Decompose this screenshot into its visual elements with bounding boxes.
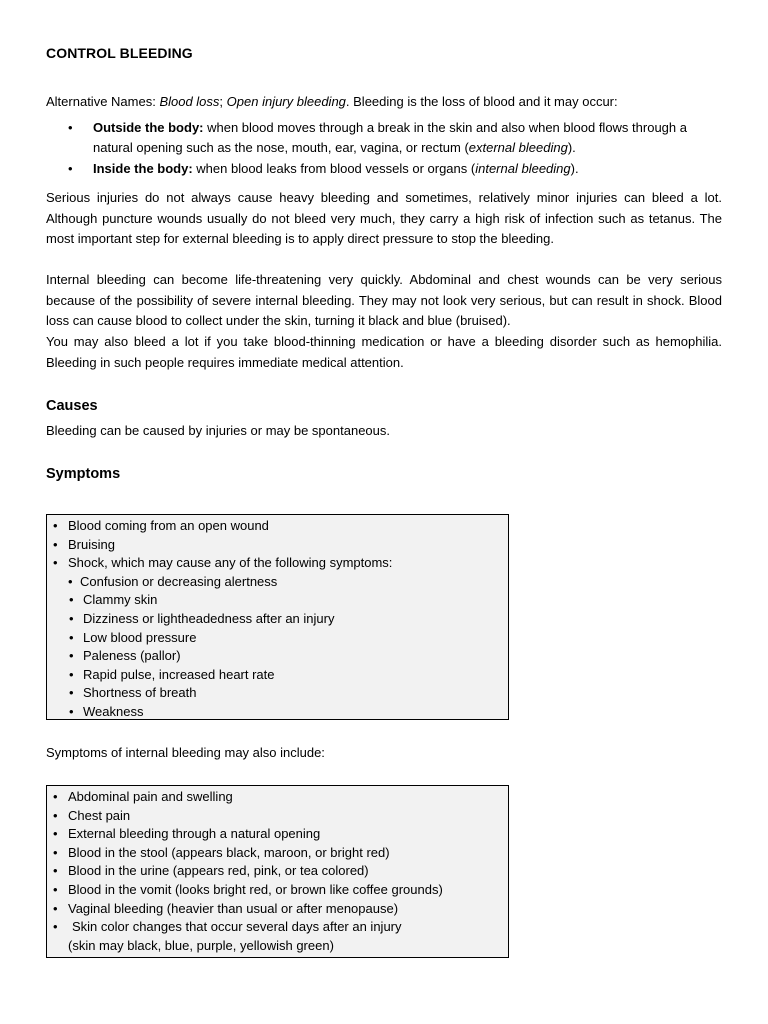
- list-item-continuation: [47, 937, 508, 956]
- list-item-text: (skin may black, blue, purple, yellowish green): [68, 937, 334, 953]
- bullet-icon: •: [53, 807, 58, 823]
- list-item-text: Chest pain: [68, 807, 131, 823]
- symptoms-box: [46, 514, 509, 720]
- bullet-icon: •: [53, 536, 58, 552]
- causes-text: Bleeding can be caused by injuries or may be spontaneous.: [46, 423, 390, 438]
- list-item: [47, 900, 508, 919]
- list-item: [47, 788, 508, 807]
- paragraph-internal-bleeding: Internal bleeding can become life-threatening very quickly. Abdominal and chest wounds can be very serious because of the possibility of severe internal bleeding. They may not look very serious, but can result in shock. Blood loss can cause blood to collect under the skin, turning it black and blue (bruised).: [46, 272, 722, 328]
- definition-inside: [46, 159, 722, 179]
- bullet-icon: •: [53, 555, 58, 571]
- bullet-icon: •: [53, 881, 58, 897]
- list-subitem: [47, 684, 508, 703]
- list-subitem: [47, 666, 508, 685]
- list-subitem: [47, 573, 508, 592]
- list-item: [47, 825, 508, 844]
- intro-line: [46, 92, 722, 112]
- list-item-text: Paleness (pallor): [83, 648, 181, 664]
- intro-separator: ;: [219, 94, 227, 109]
- list-item-text: Vaginal bleeding (heavier than usual or after menopause): [68, 900, 399, 916]
- list-item-text: Blood in the urine (appears red, pink, or tea colored): [68, 863, 369, 879]
- list-item: [47, 554, 508, 573]
- list-item: [47, 536, 508, 555]
- list-item-text: Blood coming from an open wound: [68, 518, 269, 533]
- list-item-text: Abdominal pain and swelling: [68, 789, 233, 804]
- list-item-text: Rapid pulse, increased heart rate: [83, 666, 275, 682]
- list-item: [47, 844, 508, 863]
- intro-prefix: Alternative Names:: [46, 94, 160, 109]
- definition-outside: [46, 118, 722, 158]
- definition-text: when blood moves through a break in the skin and also when blood flows through a natural opening such as the nose, mouth, ear, vagina, or rectum (: [93, 120, 687, 155]
- bullet-icon: •: [53, 789, 58, 804]
- alt-name-open-injury: Open injury bleeding: [226, 94, 346, 109]
- list-item-text: Blood in the stool (appears black, maroon, or bright red): [68, 844, 390, 860]
- bullet-icon: •: [69, 648, 74, 664]
- bullet-icon: •: [53, 826, 58, 842]
- list-item-text: Dizziness or lightheadedness after an injury: [83, 610, 335, 626]
- bullet-icon: •: [68, 120, 73, 135]
- bullet-icon: •: [69, 685, 74, 701]
- list-subitem: [47, 703, 508, 722]
- bullet-icon: •: [69, 703, 74, 719]
- bullet-icon: •: [68, 161, 73, 176]
- bullet-icon: •: [53, 863, 58, 879]
- definition-term: Inside the body:: [93, 161, 193, 176]
- internal-symptoms-list: [47, 788, 508, 955]
- bullet-icon: •: [69, 629, 74, 645]
- intro-suffix: . Bleeding is the loss of blood and it may occur:: [345, 94, 618, 109]
- definition-italic: external bleeding: [468, 140, 568, 155]
- paragraph-serious-injuries: Serious injuries do not always cause heavy bleeding and sometimes, relatively minor injuries can bleed a lot. Although puncture wounds usually do not bleed very much, they carry a high risk of infection such as tetanus. The most important step for external bleeding is to apply direct pressure to stop the bleeding.: [46, 190, 722, 246]
- list-subitem: [47, 629, 508, 648]
- definition-text: when blood leaks from blood vessels or organs (: [192, 161, 476, 176]
- list-subitem: [47, 610, 508, 629]
- bullet-icon: •: [53, 518, 58, 533]
- definition-term: Outside the body:: [93, 120, 204, 135]
- definition-list: [46, 118, 722, 180]
- bullet-icon: •: [53, 900, 58, 916]
- list-item-text: Confusion or decreasing alertness: [80, 573, 278, 589]
- symptoms-heading: Symptoms: [46, 466, 121, 482]
- list-item: [47, 881, 508, 900]
- list-item-text: Skin color changes that occur several days after an injury: [72, 919, 402, 935]
- list-item: [47, 517, 508, 536]
- list-item: [47, 918, 508, 937]
- list-item-text: Shortness of breath: [83, 685, 197, 701]
- paragraph-blood-thinning: You may also bleed a lot if you take blood-thinning medication or have a bleeding disorder such as hemophilia. Bleeding in such people requires immediate medical attention.: [46, 334, 722, 370]
- bullet-icon: •: [69, 592, 74, 608]
- list-item: [47, 807, 508, 826]
- list-item-text: Clammy skin: [83, 592, 158, 608]
- internal-symptoms-label: Symptoms of internal bleeding may also include:: [46, 745, 325, 760]
- internal-symptoms-box: [46, 785, 509, 958]
- bullet-icon: •: [53, 844, 58, 860]
- list-item-text: Weakness: [83, 703, 144, 719]
- list-item-text: Shock, which may cause any of the following symptoms:: [68, 555, 393, 571]
- page-title: CONTROL BLEEDING: [46, 45, 193, 61]
- alt-name-blood-loss: Blood loss: [159, 94, 220, 109]
- list-item-text: External bleeding through a natural opening: [68, 826, 321, 842]
- list-subitem: [47, 647, 508, 666]
- definition-end: ).: [567, 140, 576, 155]
- list-item: [47, 862, 508, 881]
- symptoms-list: [47, 517, 508, 722]
- bullet-icon: •: [68, 573, 73, 589]
- list-item-text: Bruising: [68, 536, 115, 552]
- bullet-icon: •: [53, 919, 58, 935]
- list-item-text: Blood in the vomit (looks bright red, or brown like coffee grounds): [68, 881, 443, 897]
- list-item-text: Low blood pressure: [83, 629, 197, 645]
- definition-end: ).: [570, 161, 579, 176]
- causes-heading: Causes: [46, 398, 98, 414]
- bullet-icon: •: [69, 610, 74, 626]
- definition-italic: internal bleeding: [475, 161, 571, 176]
- bullet-icon: •: [69, 666, 74, 682]
- list-subitem: [47, 591, 508, 610]
